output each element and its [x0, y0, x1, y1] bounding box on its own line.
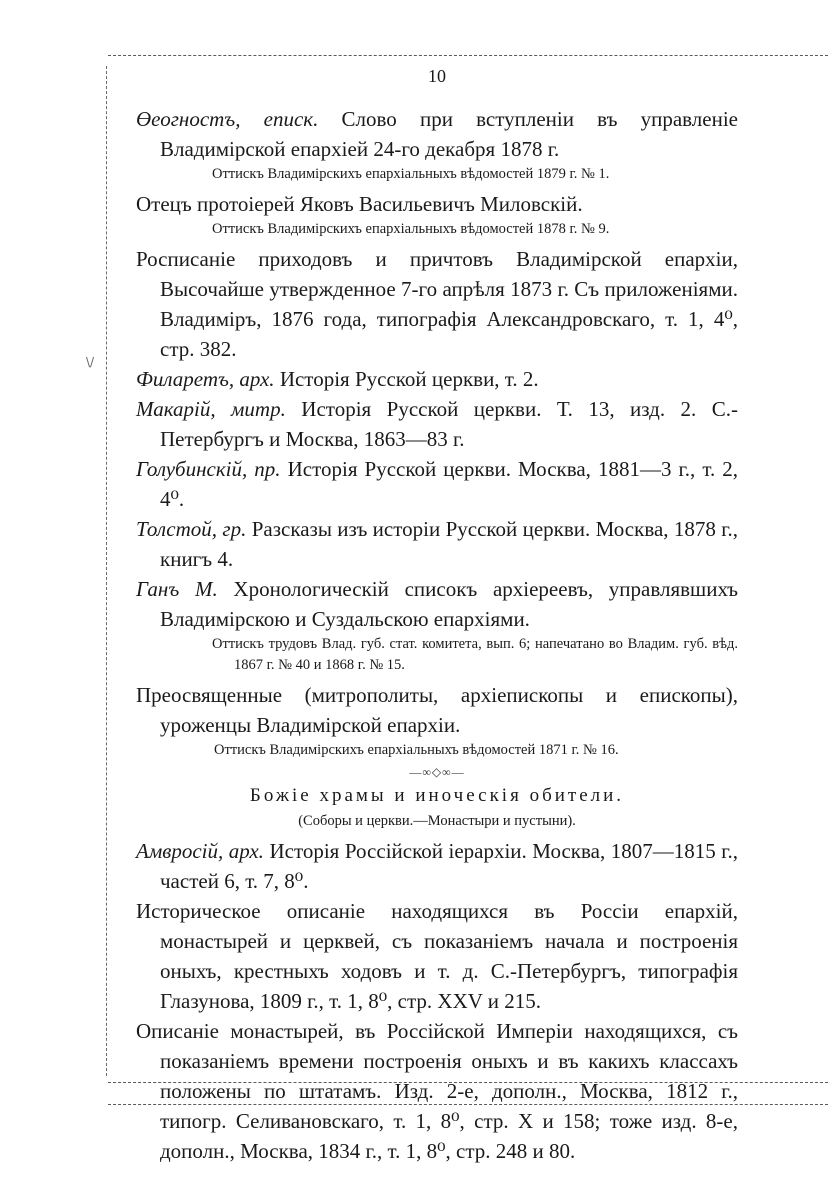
entry-text: Исторія Русской церкви. Москва, 1881—3 г., т. 2, 4⁰.	[160, 457, 738, 511]
entry-author: Ганъ М.	[136, 577, 218, 601]
entry-text: Преосвященные (митрополиты, архіепископы и епископы), уроженцы Владимірской епархіи.	[136, 683, 738, 737]
bibliography-entry	[136, 244, 738, 364]
entry-author: Голубинскій, пр.	[136, 457, 281, 481]
top-border-line	[108, 55, 828, 56]
bibliography-entry	[136, 1016, 738, 1166]
entry-note: Оттискъ Владимірскихъ епархіальныхъ вѣдомостей 1879 г. № 1.	[212, 166, 610, 182]
entry-note: Оттискъ Владимірскихъ епархіальныхъ вѣдомостей 1878 г. № 9.	[212, 221, 610, 237]
entry-text: Слово при вступленіи въ управленіе Владимірской епархіей 24-го декабря 1878 г.	[160, 107, 738, 161]
section-subtitle: (Соборы и церкви.—Монастыри и пустыни).	[298, 813, 576, 829]
entry-author: Макарій, митр.	[136, 397, 286, 421]
bibliography-entry	[136, 394, 738, 454]
entry-text: Исторія Русской церкви. Т. 13, изд. 2. С.-Петербургъ и Москва, 1863—83 г.	[160, 397, 738, 451]
section-ornament: —∞◇∞—	[409, 765, 465, 779]
bibliography-entry	[136, 189, 738, 240]
entry-author: Филаретъ, арх.	[136, 367, 275, 391]
bibliography-entry	[136, 680, 738, 761]
entry-note: Оттискъ трудовъ Влад. губ. стат. комитета, вып. 6; напечатано во Владим. губ. вѣд. 1867 г. № 40 и 1868 г. № 15.	[212, 636, 738, 673]
bibliography-entry	[136, 574, 738, 676]
bibliography-entry	[136, 896, 738, 1016]
bibliography-list	[136, 104, 738, 1166]
entry-author: Толстой, гр.	[136, 517, 247, 541]
entry-text: Исторія Русской церкви, т. 2.	[274, 367, 539, 391]
page-number: 10	[428, 66, 446, 86]
bibliography-entry	[136, 364, 738, 394]
bibliography-entry	[136, 104, 738, 185]
entry-text: Разсказы изъ исторіи Русской церкви. Москва, 1878 г., книгъ 4.	[160, 517, 738, 571]
margin-tick-mark: \/	[86, 355, 95, 369]
entry-text: Описаніе монастырей, въ Россійской Имперіи находящихся, съ показаніемъ времени построенія оныхъ и въ какихъ классахъ положены по штатамъ. Изд. 2-е, дополн., Москва, 1812 г., типогр. Селивановскаго, т. 1, 8⁰, стр. X и 158; тоже изд. 8-е, дополн., Москва, 1834 г., т. 1, 8⁰, стр. 248 и 80.	[136, 1019, 738, 1163]
entry-text: Росписаніе приходовъ и причтовъ Владимірской епархіи, Высочайше утвержденное 7-го апрѣля 1873 г. Съ приложеніями. Владиміръ, 1876 года, типографія Александровскаго, т. 1, 4⁰, стр. 382.	[136, 247, 738, 361]
bibliography-entry	[136, 454, 738, 514]
entry-author: Өеогностъ, еписк.	[136, 107, 319, 131]
entry-author: Амвросій, арх.	[136, 839, 264, 863]
entry-text: Исторія Россійской іерархіи. Москва, 1807—1815 г., частей 6, т. 7, 8⁰.	[160, 839, 739, 893]
left-border-line	[106, 66, 107, 1076]
bibliography-entry	[136, 514, 738, 574]
entry-text: Отецъ протоіерей Яковъ Васильевичъ Миловскій.	[136, 192, 583, 216]
section-title: Божіе храмы и иноческія обители.	[249, 785, 625, 806]
bibliography-entry	[136, 836, 738, 896]
entry-text: Историческое описаніе находящихся въ Россіи епархій, монастырей и церквей, съ показаніемъ начала и построенія оныхъ, крестныхъ ходовъ и т. д. С.-Петербургъ, типографія Глазунова, 1809 г., т. 1, 8⁰, стр. XXV и 215.	[136, 899, 738, 1013]
entry-note: Оттискъ Владимірскихъ епархіальныхъ вѣдомостей 1871 г. № 16.	[214, 742, 619, 758]
entry-text: Хронологическій списокъ архіереевъ, управлявшихъ Владимірскою и Суздальскою епархіями.	[160, 577, 739, 631]
